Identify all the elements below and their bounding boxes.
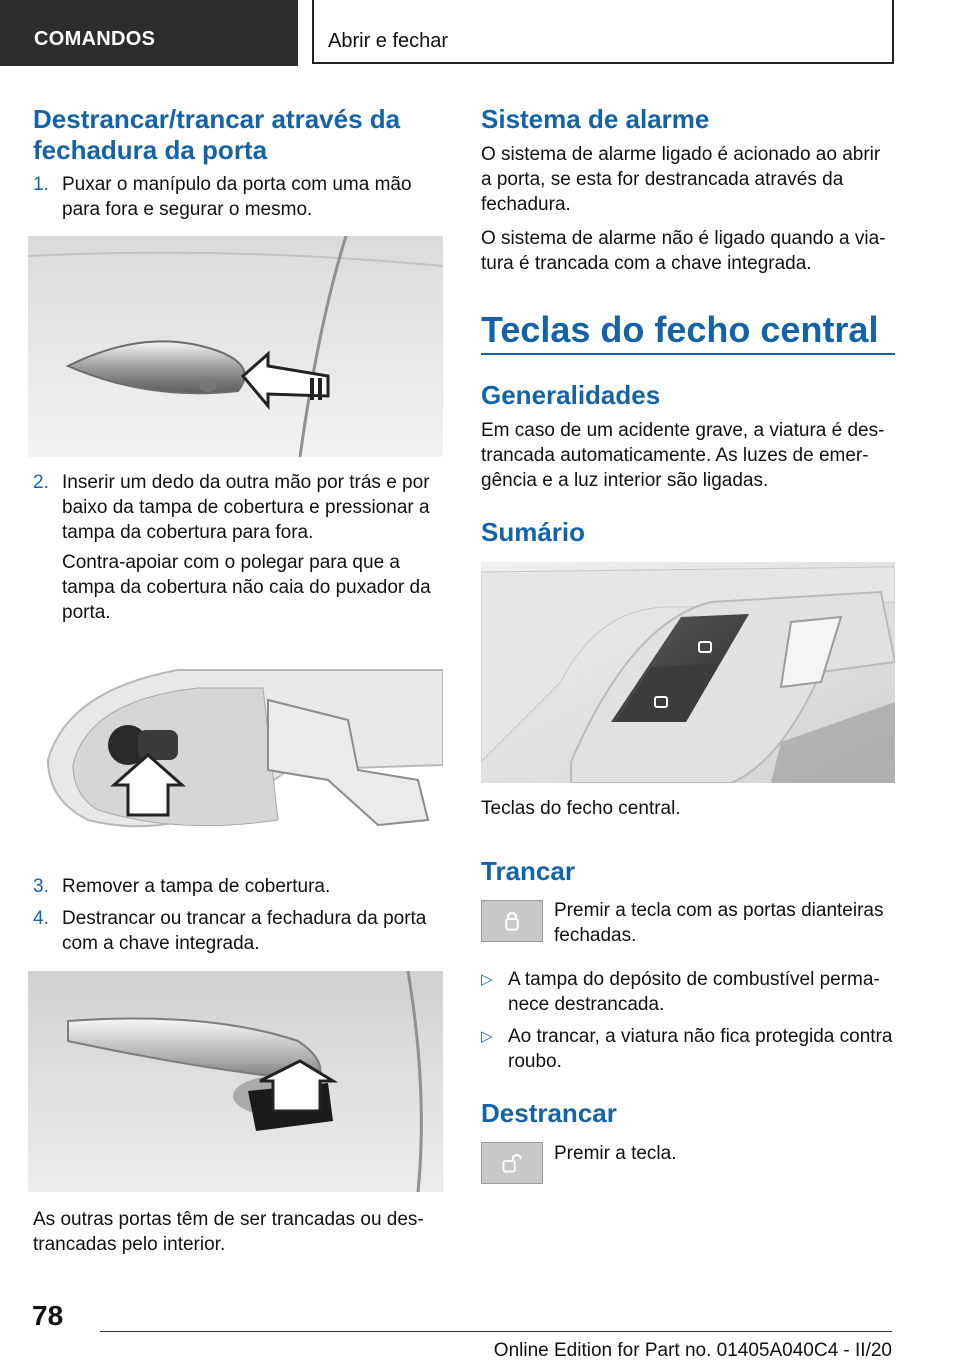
summary-caption: Teclas do fecho central.: [481, 798, 681, 819]
edition-note: Online Edition for Part no. 01405A040C4 - II/20: [493, 1340, 892, 1361]
step-2-number: 2.: [33, 472, 49, 493]
step-4-number: 4.: [33, 908, 49, 929]
lock-text: Premir a tecla com as portas dianteiras fechadas.: [554, 900, 884, 946]
heading-door-lock: Destrancar/trancar através da fechadura da porta: [33, 104, 401, 165]
step-1-number: 1.: [33, 174, 49, 195]
step-1-text: Puxar o manípulo da porta com uma mão para fora e segurar o mesmo.: [62, 174, 412, 220]
heading-rule: [481, 353, 895, 355]
step-2-extra: Contra-apoiar com o polegar para que a tampa da cobertura não caia do puxador da porta.: [62, 552, 431, 623]
alarm-paragraph-2: O sistema de alarme não é ligado quando a viatura é trancada com a chave integrada.: [481, 228, 886, 274]
step-3-text: Remover a tampa de cobertura.: [62, 876, 331, 897]
unlock-text: Premir a tecla.: [554, 1143, 677, 1164]
lock-icon: [481, 900, 543, 942]
heading-alarm: Sistema de alarme: [481, 104, 710, 134]
topic-label: Abrir e fechar: [328, 30, 449, 52]
bullet-icon: ▷: [481, 1028, 493, 1045]
footer-rule: [100, 1331, 892, 1332]
section-tab: [0, 0, 298, 66]
section-label: COMANDOS: [34, 28, 156, 50]
lock-bullet-2: Ao trancar, a viatura não fica protegida contra roubo.: [508, 1026, 893, 1072]
page-number: 78: [32, 1300, 64, 1331]
heading-unlock: Destrancar: [481, 1098, 617, 1128]
lock-bullet-1: A tampa do depósito de combustível permanece destrancada.: [508, 969, 880, 1015]
integrated-key-image: [28, 971, 443, 1192]
heading-general: Generalidades: [481, 380, 661, 410]
heading-summary: Sumário: [481, 517, 586, 547]
cover-cap-press-image: [28, 660, 443, 853]
closing-note: As outras portas têm de ser trancadas ou destrancadas pelo interior.: [33, 1209, 424, 1255]
alarm-paragraph-1: O sistema de alarme ligado é acionado ao abrir a porta, se esta for destrancada através da fechadura.: [481, 144, 881, 215]
topic-tab: [312, 0, 894, 64]
bullet-icon: ▷: [481, 971, 493, 988]
step-4-text: Destrancar ou trancar a fechadura da porta com a chave integrada.: [62, 908, 427, 954]
step-3-number: 3.: [33, 876, 49, 897]
central-lock-buttons-image: [481, 562, 895, 783]
step-2-text: Inserir um dedo da outra mão por trás e por baixo da tampa de cobertura e pressionar a tampa da cobertura para fora.: [62, 472, 430, 543]
unlock-icon: [481, 1142, 543, 1184]
heading-central-locking: Teclas do fecho central: [481, 309, 879, 350]
door-handle-pull-image: [28, 236, 443, 457]
heading-lock: Trancar: [481, 856, 575, 886]
general-text: Em caso de um acidente grave, a viatura é destrancada automaticamente. As luzes de emergência e a luz interior são ligadas.: [481, 420, 885, 491]
